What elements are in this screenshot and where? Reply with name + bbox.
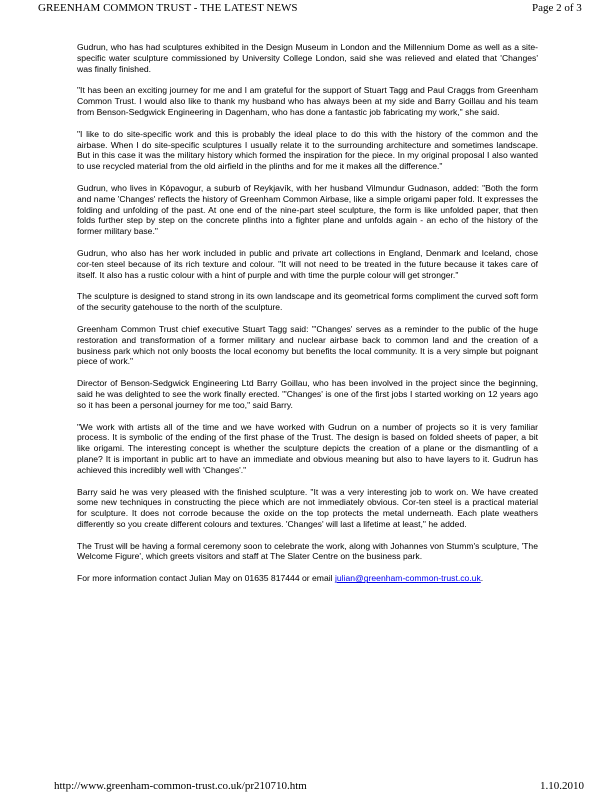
- paragraph: "We work with artists all of the time and we have worked with Gudrun on a number of projects so it is very familiar process. It is symbolic of the ending of the first phase of the Trust. The design is based on folded sheets of paper, a bit like origami. The interesting concept is whether the sculpture depicts the creation of a plane or the dismantling of a plane? It is important in public art to have an immediate and obvious meaning but also to have layers to it. Gudrun has achieved this incredibly well with 'Changes'.": [77, 421, 538, 475]
- paragraph: Greenham Common Trust chief executive Stuart Tagg said: "'Changes' serves as a reminder to the public of the huge restoration and transformation of a former military and nuclear airbase back to common land and the creation of a business park which not only boosts the local economy but benefits the local community. It is a very simple but poignant piece of work.": [77, 323, 538, 367]
- paragraph: Gudrun, who has had sculptures exhibited in the Design Museum in London and the Millennium Dome as well as a site-specific water sculpture commissioned by University College London, said she was relieved and elated that 'Changes' was finally finished.: [77, 42, 538, 74]
- page-footer: [0, 778, 612, 792]
- page-number: Page 2 of 3: [532, 2, 582, 14]
- contact-paragraph: [77, 573, 538, 584]
- print-date: 1.10.2010: [540, 780, 584, 792]
- email-link[interactable]: julian@greenham-common-trust.co.uk: [334, 573, 481, 584]
- paragraph: Barry said he was very pleased with the finished sculpture. "It was a very interesting job to work on. We have created some new techniques in constructing the piece which are not immediately obvious. Cor-ten steel is a practical material for sculpture. It does not corrode because the oxide on the top protects the metal underneath. Each plate weathers differently so you create different colours and textures. 'Changes' will last a lifetime at least," he added.: [77, 486, 538, 529]
- contact-suffix: .: [480, 573, 484, 584]
- paragraph: The sculpture is designed to stand strong in its own landscape and its geometrical forms compliment the curved soft form of the security gatehouse to the north of the sculpture.: [77, 291, 538, 313]
- paragraph: Gudrun, who lives in Kópavogur, a suburb of Reykjavík, with her husband Vilmundur Gudnason, added: "Both the form and name 'Changes' reflects the history of Greenham Common Airbase, like a simple origami paper fold. It expresses the folding and unfolding of the past. At one end of the nine-part steel sculpture, the form is like unfolded paper, that then folds further step by step on the concrete plinths into a fighter plane and unfolds again - an echo of the history of the former military base.": [77, 182, 538, 237]
- contact-text: For more information contact Julian May on 01635 817444 or email: [77, 573, 335, 584]
- paragraph: "It has been an exciting journey for me and I am grateful for the support of Stuart Tagg and Paul Craggs from Greenham Common Trust. I would also like to thank my husband who has always been at my side and Barry Goillau and his team from Benson-Sedgwick Engineering in Dagenham, who has done a fantastic job fabricating my work," she said.: [77, 85, 538, 117]
- page-header: [0, 0, 612, 14]
- page-url: http://www.greenham-common-trust.co.uk/pr210710.htm: [54, 780, 307, 792]
- page-title: GREENHAM COMMON TRUST - THE LATEST NEWS: [38, 2, 298, 14]
- paragraph: Gudrun, who also has her work included in public and private art collections in England, Denmark and Iceland, chose cor-ten steel because of its rich texture and colour. "It will not need to be treated in the future because it takes care of itself. It also has a rustic colour with a hint of purple and with time the purple colour will get stronger.": [77, 247, 538, 280]
- paragraph: Director of Benson-Sedgwick Engineering Ltd Barry Goillau, who has been involved in the project since the beginning, said he was delighted to see the work finally erected. "'Changes' is one of the first jobs I started working on 12 years ago so it has been a personal journey for me too," said Barry.: [77, 378, 538, 410]
- article-body: [77, 42, 538, 595]
- paragraph: The Trust will be having a formal ceremony soon to celebrate the work, along with Johannes von Stumm's sculpture, 'The Welcome Figure', which greets visitors and staff at The Slater Centre on the business park.: [77, 540, 538, 562]
- paragraph: "I like to do site-specific work and this is probably the ideal place to do this with the history of the common and the airbase. When I do site-specific sculptures I usually relate it to the surrounding architecture and sometimes landscape. But in this case it was the military history which formed the inspiration for the piece. In my original proposal I also wanted to use recycled material from the old airfield in the plinths and for me it makes all the difference.": [77, 128, 538, 172]
